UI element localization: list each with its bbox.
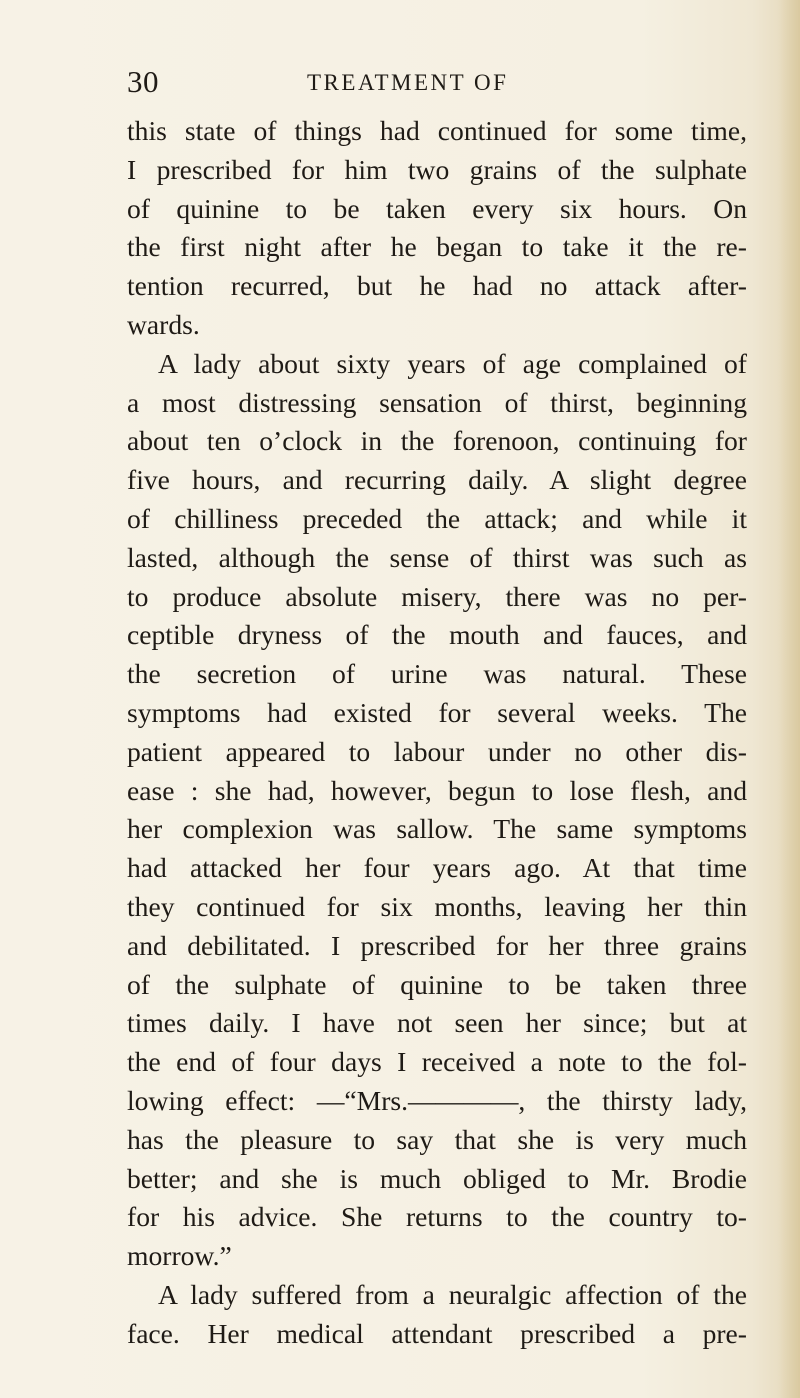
text-line: wards.	[127, 308, 200, 340]
body-text	[127, 112, 747, 1354]
text-line: symptoms had existed for several weeks. The	[127, 696, 747, 728]
text-line: tention recurred, but he had no attack after-	[127, 270, 747, 302]
paragraph-start-line: A lady about sixty years of age complained of	[158, 347, 747, 379]
text-line: to produce absolute misery, there was no per-	[127, 580, 747, 612]
text-line: the end of four days I received a note to the fol-	[127, 1046, 747, 1078]
text-line: her complexion was sallow. The same symptoms	[127, 813, 747, 845]
text-line: for his advice. She returns to the country to-	[127, 1201, 747, 1233]
text-line: of quinine to be taken every six hours. On	[127, 192, 747, 224]
text-line: lasted, although the sense of thirst was such as	[127, 541, 747, 573]
text-line: a most distressing sensation of thirst, beginning	[127, 386, 747, 418]
text-line: ease : she had, however, begun to lose flesh, and	[127, 774, 747, 806]
text-line: of chilliness preceded the attack; and while it	[127, 502, 747, 534]
text-line: ceptible dryness of the mouth and fauces, and	[127, 619, 747, 651]
paragraph-start-line: A lady suffered from a neuralgic affection of the	[158, 1278, 747, 1310]
text-line: this state of things had continued for some time,	[127, 115, 747, 146]
text-line: the first night after he began to take it the re-	[127, 231, 747, 263]
text-line: I prescribed for him two grains of the sulphate	[127, 153, 747, 185]
page-edge-shading	[778, 0, 800, 1398]
text-line: the secretion of urine was natural. These	[127, 658, 747, 690]
page-header	[127, 62, 744, 102]
text-line: has the pleasure to say that she is very much	[127, 1123, 747, 1155]
page-number: 30	[127, 64, 159, 99]
text-line: of the sulphate of quinine to be taken three	[127, 968, 747, 1000]
text-line: lowing effect: —“Mrs.————, the thirsty lady,	[127, 1084, 747, 1116]
text-line: they continued for six months, leaving her thin	[127, 890, 747, 922]
text-line: and debilitated. I prescribed for her three grains	[127, 929, 747, 961]
text-line: better; and she is much obliged to Mr. Brodie	[127, 1162, 747, 1194]
text-line: face. Her medical attendant prescribed a pre-	[127, 1317, 747, 1349]
text-line: five hours, and recurring daily. A slight degree	[127, 464, 747, 496]
text-line: times daily. I have not seen her since; but at	[127, 1007, 747, 1039]
text-line: had attacked her four years ago. At that time	[127, 852, 747, 884]
running-head: TREATMENT OF	[307, 70, 509, 95]
text-line: patient appeared to labour under no other dis-	[127, 735, 747, 767]
text-line: morrow.”	[127, 1240, 232, 1272]
text-line: about ten o’clock in the forenoon, continuing for	[127, 425, 747, 457]
